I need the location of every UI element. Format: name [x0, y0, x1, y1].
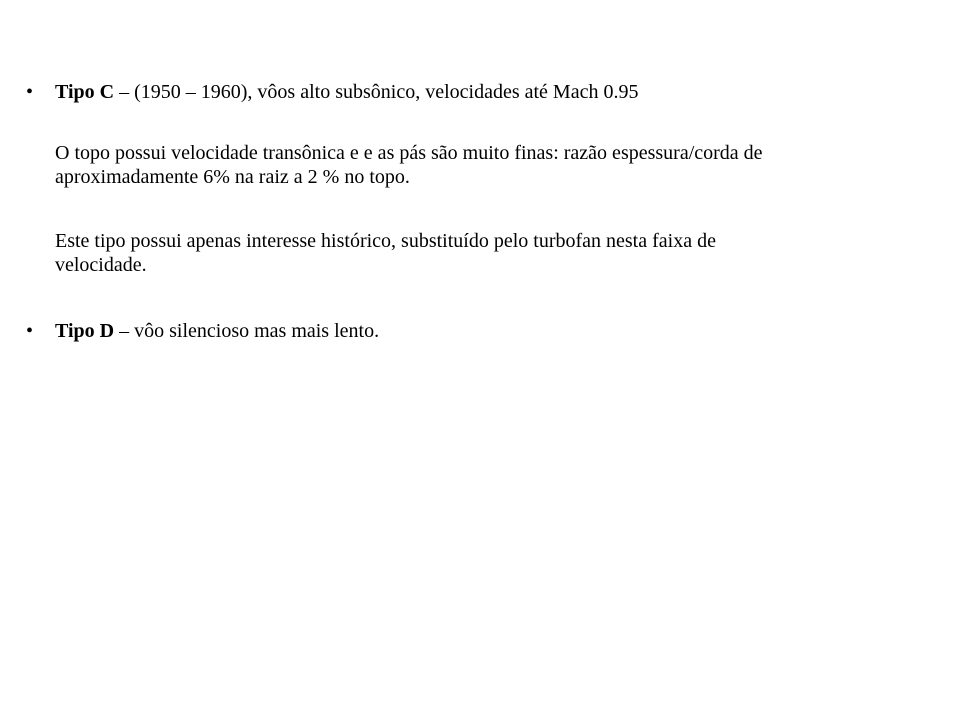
bullet-body: – (1950 – 1960), vôos alto subsônico, velocidades até Mach 0.95 [114, 81, 639, 103]
bullet-label: Tipo C [55, 81, 115, 103]
paragraph-transonic [55, 141, 915, 189]
bullet-body: – vôo silencioso mas mais lento. [114, 320, 380, 342]
paragraph-line: Este tipo possui apenas interesse histórico, substituído pelo turbofan nesta faixa de [55, 230, 716, 252]
paragraph-line: velocidade. [55, 254, 147, 276]
paragraph-line: O topo possui velocidade transônica e e as pás são muito finas: razão espessura/corda de [55, 142, 763, 164]
bullet-label: Tipo D [55, 320, 115, 342]
paragraph-line: aproximadamente 6% na raiz a 2 % no topo. [55, 166, 410, 188]
bullet-icon: • [26, 81, 34, 103]
paragraph-historical [55, 229, 915, 277]
bullet-text [55, 319, 905, 343]
bullet-icon: • [26, 320, 34, 342]
bullet-text [55, 80, 905, 104]
